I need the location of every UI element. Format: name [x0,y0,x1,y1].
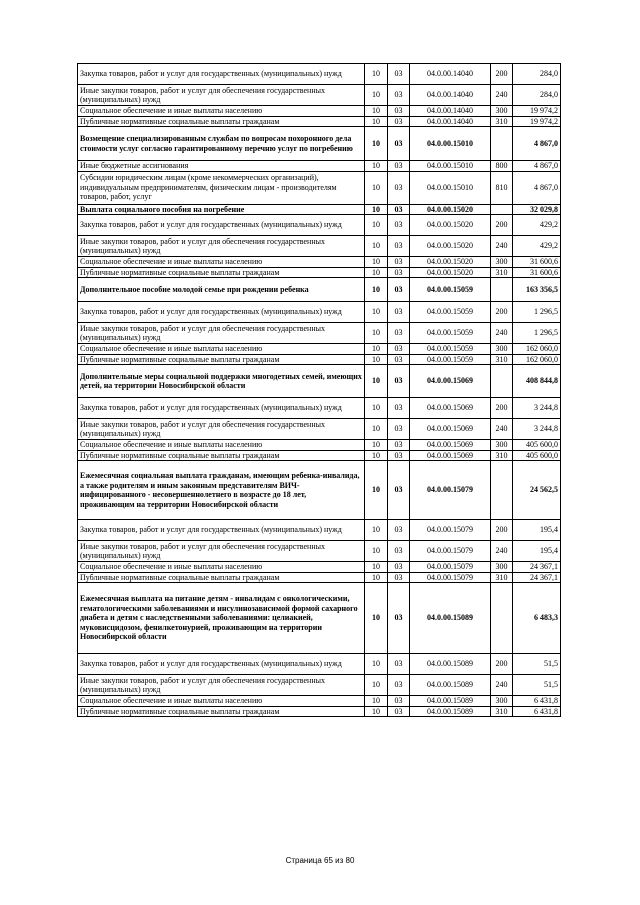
row-amount: 162 060,0 [513,354,561,365]
table-row [78,344,561,355]
row-amount: 24 367,1 [513,572,561,583]
row-target-article: 04.0.00.14040 [410,64,491,85]
table-row [78,654,561,675]
row-target-article: 04.0.00.15089 [410,696,491,707]
table-row [78,236,561,257]
table-row [78,302,561,323]
table-row [78,572,561,583]
row-target-article: 04.0.00.15020 [410,267,491,278]
row-expense-type: 300 [491,257,513,268]
row-amount: 163 356,5 [513,278,561,302]
row-subsection: 03 [388,675,410,696]
table-row [78,398,561,419]
row-target-article: 04.0.00.15069 [410,365,491,398]
row-section: 10 [365,419,388,440]
row-subsection: 03 [388,419,410,440]
table-row [78,354,561,365]
row-section: 10 [365,450,388,461]
row-name: Социальное обеспечение и иные выплаты населению [78,696,365,707]
row-expense-type: 200 [491,302,513,323]
table-row [78,440,561,451]
row-amount: 4 867,0 [513,161,561,172]
row-subsection: 03 [388,706,410,717]
row-amount: 51,5 [513,654,561,675]
row-name: Закупка товаров, работ и услуг для государственных (муниципальных) нужд [78,520,365,541]
row-expense-type: 300 [491,344,513,355]
row-target-article: 04.0.00.14040 [410,106,491,117]
row-section: 10 [365,461,388,520]
row-amount: 31 600,6 [513,267,561,278]
row-subsection: 03 [388,161,410,172]
row-subsection: 03 [388,116,410,127]
row-subsection: 03 [388,654,410,675]
row-target-article: 04.0.00.15069 [410,398,491,419]
table-row [78,215,561,236]
row-name: Иные закупки товаров, работ и услуг для обеспечения государственных (муниципальных) нужд [78,236,365,257]
row-name: Иные бюджетные ассигнования [78,161,365,172]
table-row [78,365,561,398]
row-section: 10 [365,106,388,117]
page-number: Страница 65 из 80 [285,856,355,865]
row-target-article: 04.0.00.15069 [410,450,491,461]
row-name: Выплата социального пособия на погребение [78,204,365,215]
row-target-article: 04.0.00.15020 [410,257,491,268]
row-target-article: 04.0.00.14040 [410,116,491,127]
row-expense-type: 200 [491,520,513,541]
row-subsection: 03 [388,127,410,161]
row-expense-type [491,461,513,520]
row-amount: 51,5 [513,675,561,696]
row-expense-type: 310 [491,354,513,365]
row-section: 10 [365,85,388,106]
table-row [78,116,561,127]
row-subsection: 03 [388,354,410,365]
row-section: 10 [365,278,388,302]
page-footer [0,856,640,865]
row-section: 10 [365,562,388,573]
row-subsection: 03 [388,215,410,236]
row-expense-type: 200 [491,654,513,675]
table-row [78,583,561,654]
row-section: 10 [365,302,388,323]
table-row [78,171,561,204]
row-expense-type: 300 [491,106,513,117]
row-name: Публичные нормативные социальные выплаты гражданам [78,706,365,717]
row-target-article: 04.0.00.15059 [410,323,491,344]
row-subsection: 03 [388,344,410,355]
row-expense-type: 310 [491,706,513,717]
table-row [78,127,561,161]
row-target-article: 04.0.00.14040 [410,85,491,106]
row-section: 10 [365,572,388,583]
row-name: Публичные нормативные социальные выплаты гражданам [78,450,365,461]
table-row [78,106,561,117]
row-name: Публичные нормативные социальные выплаты гражданам [78,267,365,278]
table-row [78,204,561,215]
row-target-article: 04.0.00.15010 [410,127,491,161]
row-amount: 408 844,8 [513,365,561,398]
table-row [78,696,561,707]
row-section: 10 [365,236,388,257]
row-amount: 429,2 [513,215,561,236]
row-target-article: 04.0.00.15059 [410,302,491,323]
row-section: 10 [365,440,388,451]
row-amount: 24 562,5 [513,461,561,520]
row-subsection: 03 [388,267,410,278]
row-section: 10 [365,365,388,398]
row-name: Дополнительное пособие молодой семье при рождении ребенка [78,278,365,302]
row-amount: 162 060,0 [513,344,561,355]
row-subsection: 03 [388,204,410,215]
table-body [78,64,561,717]
row-target-article: 04.0.00.15089 [410,654,491,675]
row-section: 10 [365,654,388,675]
row-expense-type: 240 [491,675,513,696]
row-section: 10 [365,583,388,654]
row-subsection: 03 [388,257,410,268]
row-name: Публичные нормативные социальные выплаты гражданам [78,354,365,365]
row-name: Иные закупки товаров, работ и услуг для обеспечения государственных (муниципальных) нужд [78,419,365,440]
row-expense-type [491,583,513,654]
row-amount: 284,0 [513,64,561,85]
row-section: 10 [365,267,388,278]
row-subsection: 03 [388,398,410,419]
row-name: Социальное обеспечение и иные выплаты населению [78,562,365,573]
row-section: 10 [365,116,388,127]
row-amount: 31 600,6 [513,257,561,268]
row-target-article: 04.0.00.15089 [410,675,491,696]
row-target-article: 04.0.00.15020 [410,215,491,236]
row-expense-type: 240 [491,541,513,562]
row-target-article: 04.0.00.15059 [410,344,491,355]
row-section: 10 [365,675,388,696]
row-amount: 6 483,3 [513,583,561,654]
row-expense-type: 240 [491,419,513,440]
row-target-article: 04.0.00.15010 [410,161,491,172]
row-expense-type: 240 [491,85,513,106]
row-target-article: 04.0.00.15089 [410,706,491,717]
row-subsection: 03 [388,583,410,654]
row-section: 10 [365,706,388,717]
row-name: Закупка товаров, работ и услуг для государственных (муниципальных) нужд [78,215,365,236]
row-target-article: 04.0.00.15059 [410,354,491,365]
row-section: 10 [365,520,388,541]
row-target-article: 04.0.00.15020 [410,236,491,257]
row-expense-type [491,127,513,161]
table-row [78,64,561,85]
table-row [78,450,561,461]
row-name: Публичные нормативные социальные выплаты гражданам [78,572,365,583]
table-row [78,541,561,562]
row-section: 10 [365,398,388,419]
row-name: Ежемесячная социальная выплата гражданам, имеющим ребенка-инвалида, а также родителям и иным законным представителям ВИЧ-инфицированного - несовершеннолетнего в возрасте до 18 лет, проживающим на территории Новосибирской области [78,461,365,520]
table-row [78,706,561,717]
row-name: Публичные нормативные социальные выплаты гражданам [78,116,365,127]
row-expense-type [491,365,513,398]
table-row [78,520,561,541]
row-name: Иные закупки товаров, работ и услуг для обеспечения государственных (муниципальных) нужд [78,323,365,344]
row-subsection: 03 [388,365,410,398]
row-expense-type: 310 [491,572,513,583]
row-name: Социальное обеспечение и иные выплаты населению [78,106,365,117]
row-amount: 24 367,1 [513,562,561,573]
row-subsection: 03 [388,171,410,204]
row-target-article: 04.0.00.15079 [410,520,491,541]
row-target-article: 04.0.00.15089 [410,583,491,654]
row-name: Дополнительные меры социальной поддержки многодетных семей, имеющих детей, на территории Новосибирской области [78,365,365,398]
row-name: Закупка товаров, работ и услуг для государственных (муниципальных) нужд [78,654,365,675]
row-name: Иные закупки товаров, работ и услуг для обеспечения государственных (муниципальных) нужд [78,541,365,562]
row-expense-type: 310 [491,116,513,127]
row-name: Субсидии юридическим лицам (кроме некоммерческих организаций), индивидуальным предпринимателям, физическим лицам - производителям товаров, работ, услуг [78,171,365,204]
row-expense-type: 200 [491,215,513,236]
row-subsection: 03 [388,323,410,344]
row-section: 10 [365,354,388,365]
row-subsection: 03 [388,461,410,520]
table-row [78,85,561,106]
row-expense-type: 200 [491,398,513,419]
row-amount: 284,0 [513,85,561,106]
row-target-article: 04.0.00.15069 [410,440,491,451]
row-expense-type: 300 [491,562,513,573]
row-name: Закупка товаров, работ и услуг для государственных (муниципальных) нужд [78,64,365,85]
row-subsection: 03 [388,541,410,562]
row-section: 10 [365,215,388,236]
row-name: Ежемесячная выплата на питание детям - инвалидам с онкологическими, гематологическими заболеваниями и инсулинозависимой формой сахарного диабета и детям с наследственными заболеваниями: целиакией, муковисцидозом, фенилкетонурией, проживающим на территории Новосибирской области [78,583,365,654]
row-section: 10 [365,171,388,204]
row-amount: 3 244,8 [513,398,561,419]
row-name: Закупка товаров, работ и услуг для государственных (муниципальных) нужд [78,302,365,323]
row-amount: 19 974,2 [513,116,561,127]
row-subsection: 03 [388,696,410,707]
row-amount: 4 867,0 [513,171,561,204]
row-section: 10 [365,323,388,344]
row-amount: 429,2 [513,236,561,257]
row-subsection: 03 [388,450,410,461]
row-target-article: 04.0.00.15010 [410,171,491,204]
row-amount: 19 974,2 [513,106,561,117]
row-name: Социальное обеспечение и иные выплаты населению [78,440,365,451]
row-section: 10 [365,344,388,355]
table-row [78,461,561,520]
row-name: Социальное обеспечение и иные выплаты населению [78,344,365,355]
row-amount: 4 867,0 [513,127,561,161]
row-subsection: 03 [388,236,410,257]
row-section: 10 [365,204,388,215]
budget-table [77,63,561,717]
row-expense-type: 240 [491,323,513,344]
row-amount: 195,4 [513,520,561,541]
row-subsection: 03 [388,440,410,451]
row-amount: 405 600,0 [513,450,561,461]
table-row [78,562,561,573]
row-expense-type [491,278,513,302]
table-row [78,419,561,440]
row-amount: 1 296,5 [513,323,561,344]
row-subsection: 03 [388,85,410,106]
row-subsection: 03 [388,64,410,85]
row-name: Иные закупки товаров, работ и услуг для обеспечения государственных (муниципальных) нужд [78,675,365,696]
table-row [78,257,561,268]
row-name: Возмещение специализированным службам по вопросам похоронного дела стоимости услуг согласно гарантированному перечню услуг по погребению [78,127,365,161]
row-target-article: 04.0.00.15079 [410,572,491,583]
table-row [78,278,561,302]
row-amount: 6 431,8 [513,696,561,707]
row-expense-type: 800 [491,161,513,172]
row-expense-type [491,204,513,215]
row-section: 10 [365,64,388,85]
row-amount: 6 431,8 [513,706,561,717]
table-row [78,323,561,344]
row-target-article: 04.0.00.15059 [410,278,491,302]
row-amount: 3 244,8 [513,419,561,440]
row-expense-type: 810 [491,171,513,204]
row-section: 10 [365,541,388,562]
row-amount: 1 296,5 [513,302,561,323]
row-expense-type: 200 [491,64,513,85]
row-name: Закупка товаров, работ и услуг для государственных (муниципальных) нужд [78,398,365,419]
row-expense-type: 310 [491,450,513,461]
row-subsection: 03 [388,562,410,573]
row-subsection: 03 [388,302,410,323]
table-row [78,267,561,278]
row-name: Социальное обеспечение и иные выплаты населению [78,257,365,268]
row-section: 10 [365,696,388,707]
row-expense-type: 240 [491,236,513,257]
row-target-article: 04.0.00.15020 [410,204,491,215]
row-subsection: 03 [388,278,410,302]
row-expense-type: 300 [491,440,513,451]
row-section: 10 [365,257,388,268]
row-target-article: 04.0.00.15079 [410,541,491,562]
row-expense-type: 310 [491,267,513,278]
row-target-article: 04.0.00.15079 [410,562,491,573]
row-target-article: 04.0.00.15079 [410,461,491,520]
row-target-article: 04.0.00.15069 [410,419,491,440]
row-amount: 32 029,8 [513,204,561,215]
row-section: 10 [365,161,388,172]
row-expense-type: 300 [491,696,513,707]
row-amount: 195,4 [513,541,561,562]
row-amount: 405 600,0 [513,440,561,451]
row-subsection: 03 [388,572,410,583]
row-subsection: 03 [388,106,410,117]
table-row [78,675,561,696]
row-name: Иные закупки товаров, работ и услуг для обеспечения государственных (муниципальных) нужд [78,85,365,106]
table-row [78,161,561,172]
row-section: 10 [365,127,388,161]
row-subsection: 03 [388,520,410,541]
